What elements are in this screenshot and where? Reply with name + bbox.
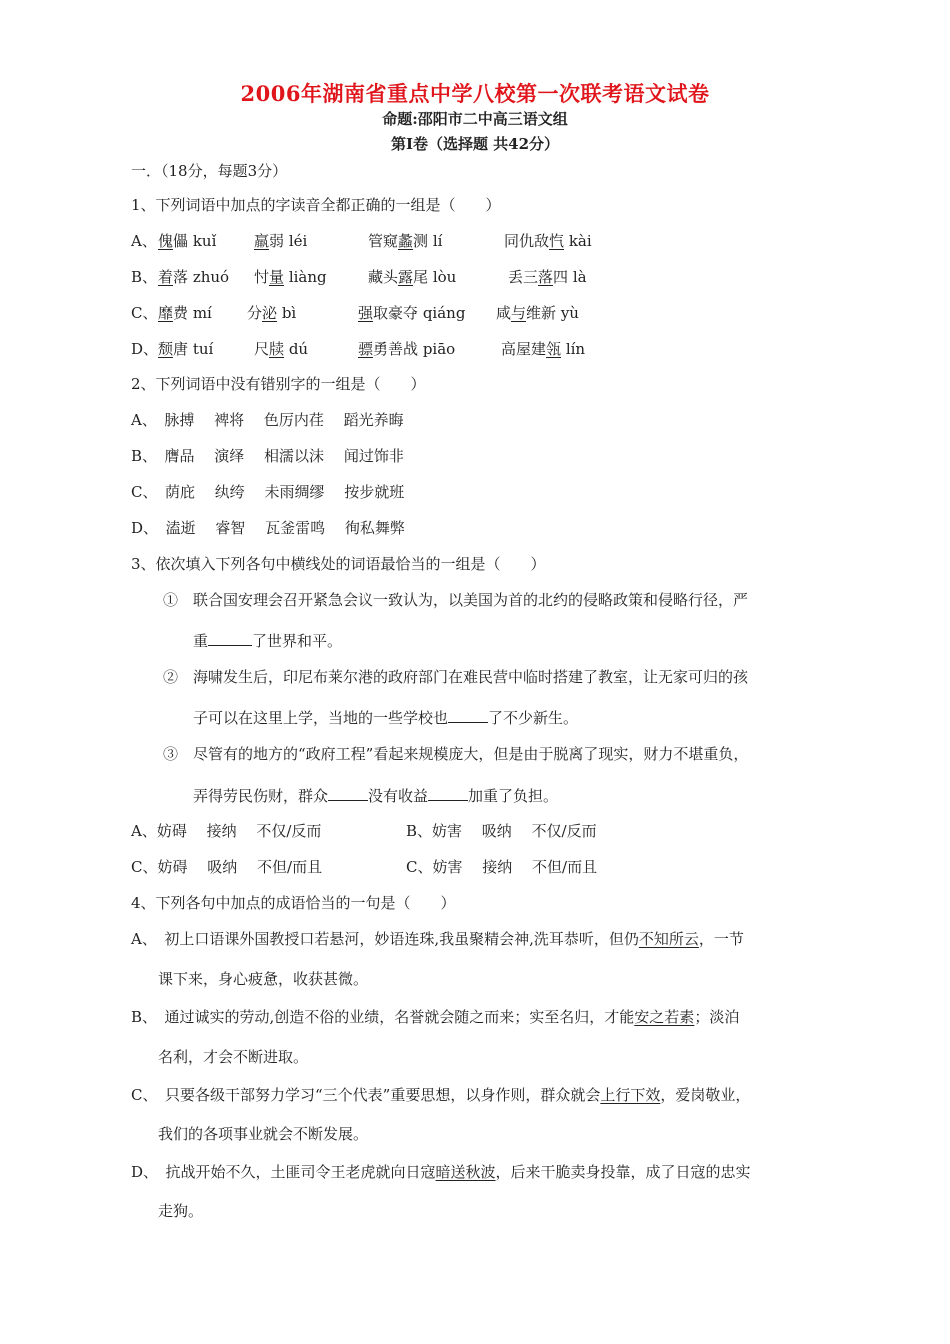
pinyin: qiáng: [422, 304, 466, 322]
option-label: C、: [131, 304, 158, 322]
text: A、 初上口语课外国教授口若悬河，妙语连珠,我虽聚精会神,洗耳恭听，但仍: [131, 930, 639, 948]
word-4: [504, 230, 592, 251]
pinyin: mí: [192, 304, 212, 322]
option-label: B、: [131, 268, 158, 286]
word-rest: 丢三: [508, 268, 539, 286]
idiom: 暗送秋波: [435, 1163, 496, 1181]
word-3: [358, 302, 465, 323]
q4-option-c-cont: 我们的各项事业就会不断发展。: [158, 1125, 369, 1143]
dotted-char: 露: [398, 268, 414, 286]
q4-option-d-cont: 走狗。: [158, 1202, 204, 1220]
q4-option-c: [131, 1084, 750, 1105]
pinyin: kài: [568, 232, 592, 250]
option-label: A、: [131, 232, 157, 250]
word-rest: 弱: [269, 232, 285, 250]
pinyin: lín: [565, 340, 586, 358]
part-heading: 一．（18分，每题3分）: [131, 162, 288, 180]
q3-option-b: B、妨害 吸纳 不仅/反而: [406, 822, 597, 840]
q3-sentence-3-cont: [193, 785, 558, 806]
word-rest: 尺: [254, 340, 270, 358]
word-rest: 四: [553, 268, 569, 286]
text: ，爱岗敬业，: [660, 1086, 751, 1104]
word-rest: 唐: [173, 340, 189, 358]
q2-option-d: D、 溘逝 睿智 瓦釜雷鸣 徇私舞弊: [131, 519, 405, 537]
dotted-char: 羸: [254, 232, 270, 250]
word-rest: 尾: [413, 268, 429, 286]
text: ，后来干脆卖身投靠，成了日寇的忠实: [495, 1163, 751, 1181]
pinyin: zhuó: [192, 268, 230, 286]
word-rest: 维新: [526, 304, 557, 322]
word-1: [158, 302, 212, 323]
word-rest: 忖: [254, 268, 270, 286]
text: 没有收益: [368, 787, 429, 805]
word-4: [508, 266, 587, 287]
pinyin: tuí: [192, 340, 214, 358]
word-rest: 藏头: [368, 268, 399, 286]
word-rest: 儡: [173, 232, 189, 250]
dotted-char: 蠡: [398, 232, 414, 250]
word-3: [368, 266, 456, 287]
pinyin: kuǐ: [192, 232, 217, 250]
pinyin: lòu: [432, 268, 457, 286]
q2-stem: 2、下列词语中没有错别字的一组是（ ）: [131, 375, 426, 393]
text: ，一节: [698, 930, 744, 948]
word-rest: 费: [173, 304, 189, 322]
dotted-char: 着: [158, 268, 174, 286]
pinyin: yù: [560, 304, 579, 322]
dotted-char: 强: [358, 304, 374, 322]
word-rest: 高屋建: [501, 340, 547, 358]
pinyin: léi: [288, 232, 308, 250]
q2-option-a: A、 脉搏 裨将 色厉内荏 蹈光养晦: [131, 411, 404, 429]
word-rest: 同仇敌: [504, 232, 550, 250]
text: 子可以在这里上学，当地的一些学校也: [193, 709, 449, 727]
pinyin: là: [572, 268, 587, 286]
dotted-char: 牍: [269, 340, 285, 358]
q4-option-a: [131, 928, 744, 949]
idiom: 不知所云: [638, 930, 699, 948]
dotted-char: 瓴: [546, 340, 562, 358]
word-2: [254, 266, 327, 287]
text: 重: [193, 632, 209, 650]
q3-stem: 3、依次填入下列各句中横线处的词语最恰当的一组是（ ）: [131, 555, 546, 573]
q3-option-a: A、妨碍 接纳 不仅/反而: [131, 822, 322, 840]
text: 了不少新生。: [488, 709, 579, 727]
word-1: [158, 230, 216, 251]
dotted-char: 落: [538, 268, 554, 286]
word-rest: 测: [413, 232, 429, 250]
dotted-char: 量: [269, 268, 285, 286]
q3-sentence-3: ③ 尽管有的地方的“政府工程”看起来规模庞大，但是由于脱离了现实，财力不堪重负，: [163, 745, 749, 763]
pinyin: dú: [288, 340, 309, 358]
pinyin: liàng: [288, 268, 327, 286]
exam-author: 命题:邵阳市二中高三语文组: [382, 110, 568, 128]
word-2: [254, 338, 308, 359]
word-3: [358, 338, 455, 359]
section-heading: 第Ⅰ卷（选择题 共42分）: [390, 135, 560, 153]
word-3: [368, 230, 442, 251]
q2-option-c: C、 荫庇 纨绔 未雨绸缪 按步就班: [131, 483, 405, 501]
q3-sentence-1-cont: [193, 630, 342, 651]
dotted-char: 忾: [549, 232, 565, 250]
word-rest: 分: [247, 304, 263, 322]
q3-sentence-2: ② 海啸发生后，印尼布莱尔港的政府部门在难民营中临时搭建了教室，让无家可归的孩: [163, 668, 749, 686]
text: C、 只要各级干部努力学习“三个代表”重要思想，以身作则，群众就会: [131, 1086, 601, 1104]
text: D、 抗战开始不久，土匪司令王老虎就向日寇: [131, 1163, 436, 1181]
word-rest: 取豪夺: [373, 304, 419, 322]
pinyin: bì: [281, 304, 297, 322]
fill-blank: [428, 786, 468, 801]
q4-option-d: [131, 1161, 751, 1182]
dotted-char: 靡: [158, 304, 174, 322]
q3-option-c: C、妨碍 吸纳 不但/而且: [131, 858, 323, 876]
dotted-char: 泌: [262, 304, 278, 322]
idiom: 安之若素: [634, 1008, 695, 1026]
dotted-char: 与: [511, 304, 527, 322]
exam-title: 2006年湖南省重点中学八校第一次联考语文试卷: [240, 81, 710, 106]
text: B、 通过诚实的劳动,创造不俗的业绩，名誉就会随之而来；实至名归，才能: [131, 1008, 635, 1026]
q4-option-b: [131, 1006, 739, 1027]
dotted-char: 颓: [158, 340, 174, 358]
option-label: D、: [131, 340, 159, 358]
fill-blank: [208, 631, 252, 646]
q4-stem: 4、下列各句中加点的成语恰当的一句是（ ）: [131, 894, 456, 912]
q1-stem: 1、下列词语中加点的字读音全都正确的一组是（ ）: [131, 196, 501, 214]
q3-sentence-1: ① 联合国安理会召开紧急会议一致认为，以美国为首的北约的侵略政策和侵略行径，严: [163, 591, 749, 609]
q4-option-a-cont: 课下来，身心疲惫，收获甚微。: [158, 970, 369, 988]
word-rest: 管窥: [368, 232, 399, 250]
text: ；淡泊: [694, 1008, 740, 1026]
q4-option-b-cont: 名利，才会不断进取。: [158, 1048, 309, 1066]
q3-sentence-2-cont: [193, 707, 578, 728]
q3-option-d: C、妨害 接纳 不但/而且: [406, 858, 598, 876]
word-2: [254, 230, 307, 251]
text: 加重了负担。: [468, 787, 559, 805]
q2-option-b: B、 膺品 演绎 相濡以沫 闻过饰非: [131, 447, 404, 465]
idiom: 上行下效: [600, 1086, 661, 1104]
word-2: [247, 302, 296, 323]
text: 弄得劳民伤财，群众: [193, 787, 329, 805]
fill-blank: [448, 708, 488, 723]
word-rest: 落: [173, 268, 189, 286]
word-4: [501, 338, 585, 359]
word-4: [496, 302, 579, 323]
pinyin: piāo: [422, 340, 456, 358]
fill-blank: [328, 786, 368, 801]
word-1: [158, 266, 229, 287]
word-1: [158, 338, 213, 359]
dotted-char: 傀: [158, 232, 174, 250]
word-rest: 咸: [496, 304, 512, 322]
dotted-char: 骠: [358, 340, 374, 358]
pinyin: lí: [432, 232, 443, 250]
text: 了世界和平。: [252, 632, 343, 650]
word-rest: 勇善战: [373, 340, 419, 358]
